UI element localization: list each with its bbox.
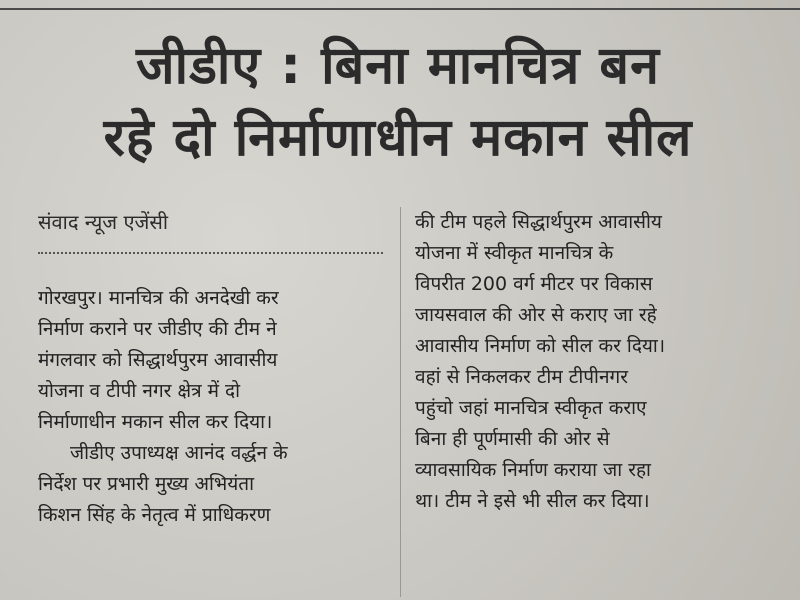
column-divider xyxy=(400,207,401,597)
headline-line-2: रहे दो निर्माणाधीन मकान सील xyxy=(103,108,693,168)
text-line: विपरीत 200 वर्ग मीटर पर विकास xyxy=(415,273,653,295)
text-line: किशन सिंह के नेतृत्व में प्राधिकरण xyxy=(38,504,271,526)
text-line: जायसवाल की ओर से कराए जा रहे xyxy=(415,304,657,326)
text-line: योजना व टीपी नगर क्षेत्र में दो xyxy=(38,380,241,402)
byline-rule xyxy=(38,252,383,254)
text-line: गोरखपुर। मानचित्र की अनदेखी कर xyxy=(38,287,279,309)
text-line: आवासीय निर्माण को सील कर दिया। xyxy=(415,335,666,357)
text-line: बिना ही पूर्णमासी की ओर से xyxy=(415,428,610,450)
text-line: जीडीए उपाध्यक्ष आनंद वर्द्धन के xyxy=(70,442,288,464)
text-line: योजना में स्वीकृत मानचित्र के xyxy=(415,242,614,264)
headline xyxy=(18,30,778,174)
article-column-right xyxy=(415,207,760,517)
text-line: था। टीम ने इसे भी सील कर दिया। xyxy=(415,490,650,512)
headline-line-1: जीडीए : बिना मानचित्र बन xyxy=(136,36,660,96)
text-line: की टीम पहले सिद्धार्थपुरम आवासीय xyxy=(415,211,662,233)
article-column-left xyxy=(38,283,383,531)
text-line: व्यावसायिक निर्माण कराया जा रहा xyxy=(415,459,651,481)
text-line: वहां से निकलकर टीम टीपीनगर xyxy=(415,366,628,388)
text-line: पहुंचो जहां मानचित्र स्वीकृत कराए xyxy=(415,397,647,419)
top-rule xyxy=(0,8,800,10)
text-line: निर्माणाधीन मकान सील कर दिया। xyxy=(38,411,273,433)
text-line: निर्माण कराने पर जीडीए की टीम ने xyxy=(38,318,277,340)
text-line: मंगलवार को सिद्धार्थपुरम आवासीय xyxy=(38,349,278,371)
byline: संवाद न्यूज एजेंसी xyxy=(38,210,169,234)
text-line: निर्देश पर प्रभारी मुख्य अभियंता xyxy=(38,473,255,495)
